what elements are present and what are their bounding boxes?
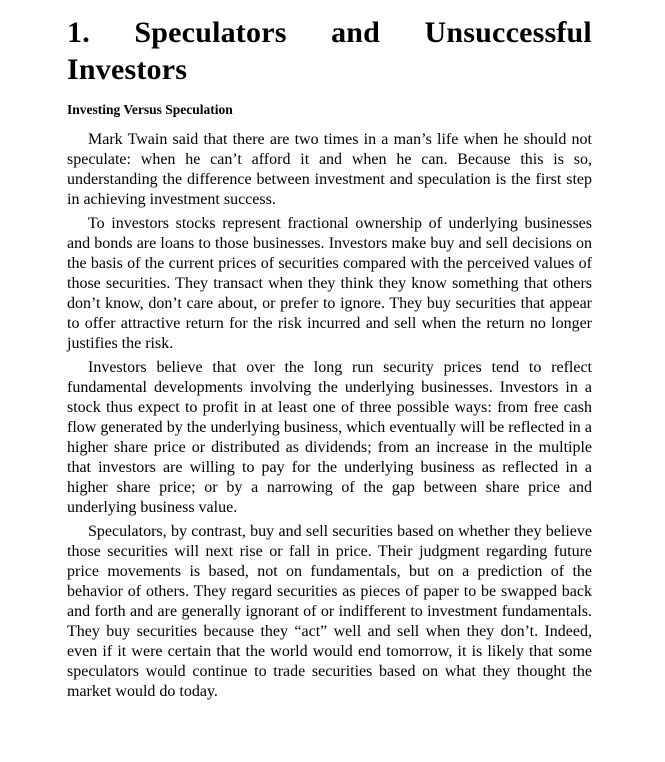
chapter-title-word: and (331, 16, 381, 49)
chapter-title-word: Unsuccessful (424, 16, 592, 49)
section-subheading: Investing Versus Speculation (67, 102, 233, 117)
body-text (67, 130, 592, 702)
chapter-title-line2: Investors (67, 53, 188, 86)
chapter-title-word: Speculators (134, 16, 287, 49)
paragraph: Speculators, by contrast, buy and sell securities based on whether they believe those securities will next rise or fall in price. Their judgment regarding future price movements is based, not on fundamentals, but on a prediction of the behavior of others. They regard securities as pieces of paper to be swapped back and forth and are generally ignorant of or indifferent to investment fundamentals. They buy securities because they “act” well and sell when they don’t. Indeed, even if it were certain that the world would end tomorrow, it is likely that some speculators would continue to trade securities based on what they thought the market would do today. (67, 523, 592, 700)
paragraph: Investors believe that over the long run security prices tend to reflect fundamental developments involving the underlying businesses. Investors in a stock thus expect to profit in at least one of three possible ways: from free cash flow generated by the underlying business, which eventually will be reflected in a higher share price or distributed as dividends; from an increase in the multiple that investors are willing to pay for the underlying business as reflected in a higher share price; or by a narrowing of the gap between share price and underlying business value. (67, 359, 592, 516)
chapter-number: 1. (67, 16, 90, 49)
paragraph: To investors stocks represent fractional ownership of underlying businesses and bonds are loans to those businesses. Investors make buy and sell decisions on the basis of the current prices of securities compared with the perceived values of those securities. They transact when they think they know something that others don’t know, don’t care about, or prefer to ignore. They buy securities that appear to offer attractive return for the risk incurred and sell when the return no longer justifies the risk. (67, 215, 592, 352)
paragraph: Mark Twain said that there are two times in a man’s life when he should not speculate: when he can’t afford it and when he can. Because this is so, understanding the difference between investment and speculation is the first step in achieving investment success. (67, 131, 592, 208)
chapter-title (67, 14, 592, 88)
chapter-title-line1 (67, 14, 592, 51)
